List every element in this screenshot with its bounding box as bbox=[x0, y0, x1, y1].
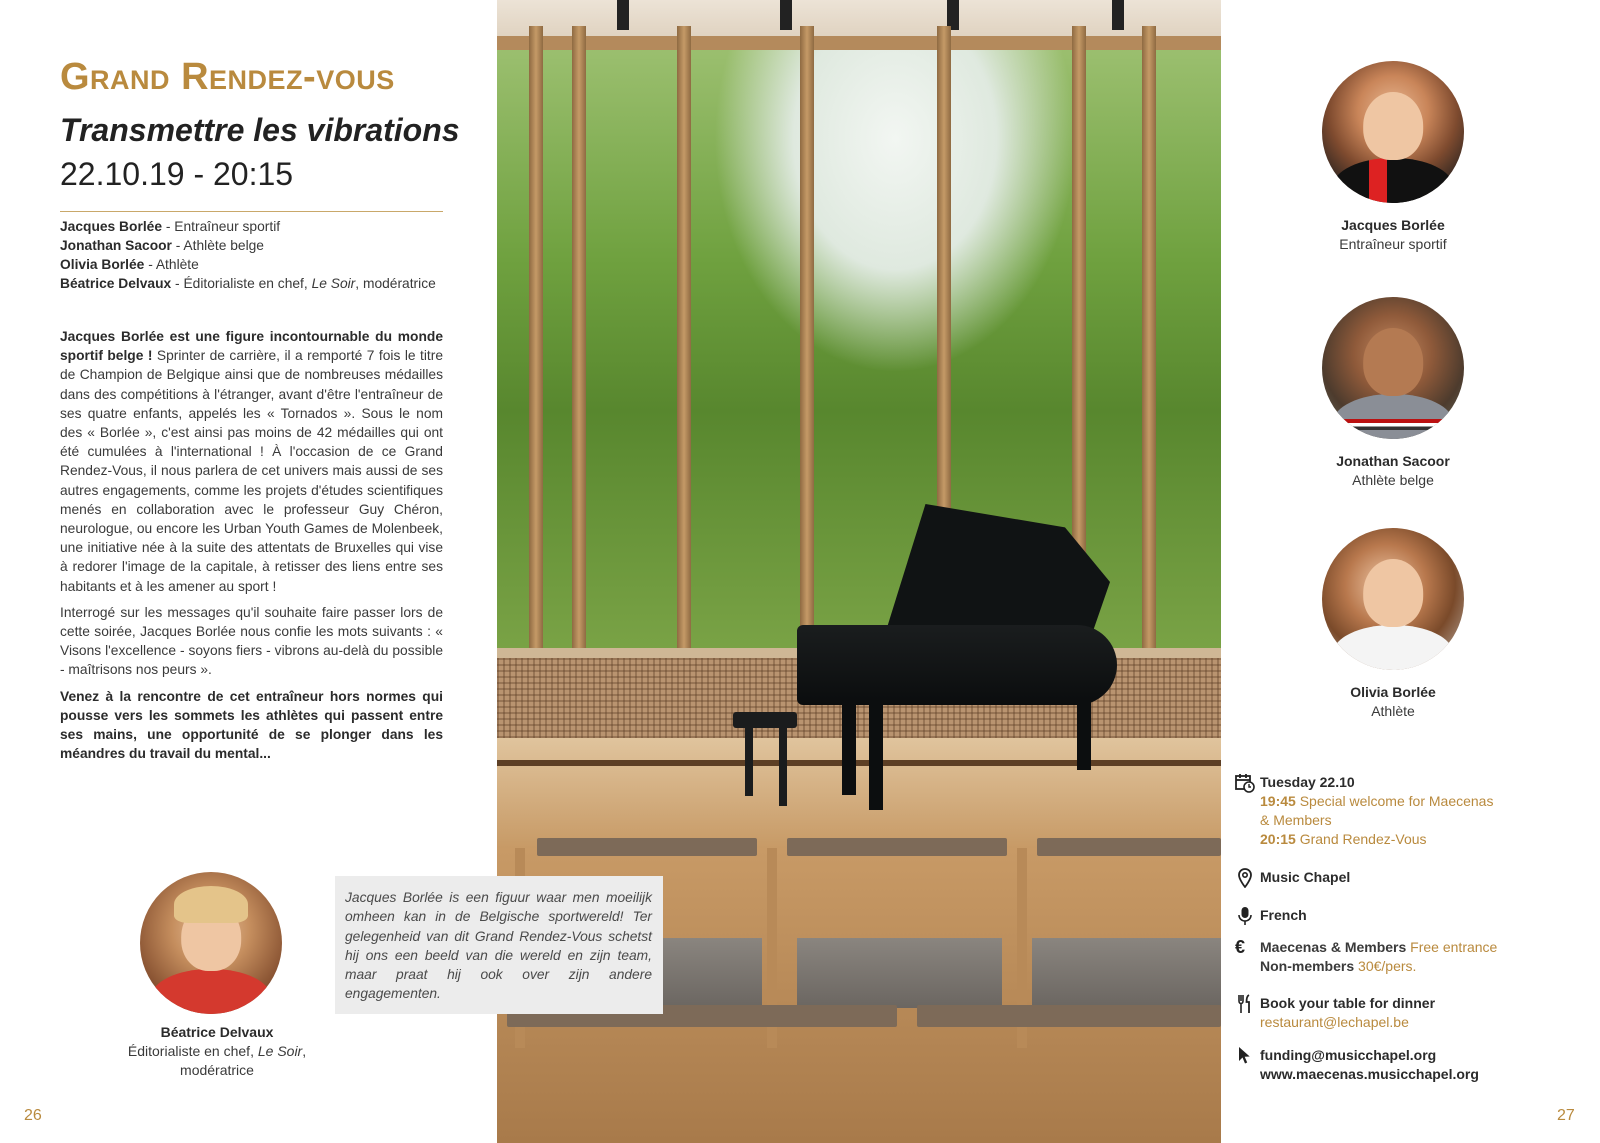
info-welcome-time: 19:45 bbox=[1260, 793, 1296, 809]
info-language-label: French bbox=[1260, 907, 1307, 923]
event-subtitle: Transmettre les vibrations bbox=[60, 112, 460, 148]
speaker-name: Olivia Borlée bbox=[60, 257, 145, 272]
speaker-list bbox=[60, 217, 445, 293]
portrait-caption bbox=[1293, 216, 1493, 254]
article-paragraph-3 bbox=[60, 687, 443, 764]
speaker-name: Béatrice Delvaux bbox=[60, 276, 172, 291]
info-price-nonmembers bbox=[1260, 957, 1560, 976]
stage-floor bbox=[497, 738, 1221, 848]
portrait-caption bbox=[1293, 452, 1493, 490]
funding-email-link[interactable]: funding@musicchapel.org bbox=[1260, 1047, 1437, 1063]
moderator-caption bbox=[117, 1023, 317, 1080]
event-title: Grand Rendez-vous bbox=[60, 56, 395, 98]
portrait-face bbox=[1363, 328, 1423, 396]
seat-back bbox=[787, 838, 1007, 856]
info-price-members bbox=[1260, 938, 1560, 957]
moderator-name: Béatrice Delvaux bbox=[160, 1024, 274, 1040]
piano-leg bbox=[842, 700, 856, 795]
piano-leg bbox=[1077, 700, 1091, 770]
front-seat-back bbox=[917, 1005, 1221, 1027]
portrait-hair bbox=[174, 886, 248, 923]
price-members-value: Free entrance bbox=[1406, 939, 1498, 955]
portrait-face bbox=[1363, 92, 1423, 160]
speaker-name: Jacques Borlée bbox=[60, 219, 162, 234]
info-contact bbox=[1260, 1046, 1560, 1084]
dinner-email-link[interactable]: restaurant@lechapel.be bbox=[1260, 1014, 1409, 1030]
location-pin-icon bbox=[1235, 868, 1255, 888]
window-mullion bbox=[1142, 26, 1156, 651]
window-mullion bbox=[572, 26, 586, 651]
speaker-item bbox=[60, 255, 445, 274]
ceiling-beam bbox=[1112, 0, 1124, 30]
speaker-name: Jonathan Sacoor bbox=[60, 238, 172, 253]
piano-leg bbox=[869, 700, 883, 810]
speaker-role: - Athlète belge bbox=[171, 238, 264, 253]
portrait-role: Entraîneur sportif bbox=[1339, 236, 1447, 252]
info-main-time: 20:15 bbox=[1260, 831, 1296, 847]
stage-edge bbox=[497, 760, 1221, 766]
cutlery-icon bbox=[1235, 994, 1255, 1014]
info-date bbox=[1260, 773, 1560, 849]
portrait-role: Athlète belge bbox=[1352, 472, 1434, 488]
info-welcome-text-2: & Members bbox=[1260, 812, 1332, 828]
portrait-shoulders bbox=[151, 969, 270, 1014]
speaker-item bbox=[60, 217, 445, 236]
window-mullion bbox=[529, 26, 543, 651]
title-divider bbox=[60, 211, 443, 212]
portrait-shoulders bbox=[1333, 625, 1452, 670]
dutch-summary-quote: Jacques Borlée is een figuur waar men moeilijk omheen kan in de Belgische sportwereld! Ter gelegenheid van dit Grand Rendez-Vous schetst hij ons een beeld van die wereld en zijn team, maar praat hij ook over zijn andere engagementen. bbox=[335, 876, 663, 1014]
info-price bbox=[1235, 937, 1560, 976]
article-paragraph-1 bbox=[60, 327, 443, 596]
moderator-role-line2: modératrice bbox=[180, 1062, 254, 1078]
moderator-publication: Le Soir bbox=[257, 1043, 303, 1059]
page-number-right: 27 bbox=[1557, 1107, 1575, 1124]
moderator-role: Éditorialiste en chef, bbox=[127, 1043, 258, 1059]
website-link[interactable]: www.maecenas.musicchapel.org bbox=[1260, 1066, 1479, 1082]
speaker-role: - Entraîneur sportif bbox=[162, 219, 281, 234]
portrait-face bbox=[1363, 559, 1423, 627]
info-venue-label: Music Chapel bbox=[1260, 869, 1351, 885]
ceiling-beam bbox=[780, 0, 792, 30]
info-language bbox=[1260, 906, 1560, 925]
speaker-role-publication: Le Soir bbox=[311, 276, 356, 291]
page-number-left: 26 bbox=[24, 1107, 42, 1124]
window-mullion bbox=[677, 26, 691, 651]
ceiling-beam bbox=[617, 0, 629, 30]
calendar-clock-icon bbox=[1235, 773, 1255, 793]
info-date-label: Tuesday 22.10 bbox=[1260, 774, 1355, 790]
portrait-role: Athlète bbox=[1371, 703, 1415, 719]
microphone-icon bbox=[1235, 906, 1255, 926]
speaker-item bbox=[60, 274, 445, 293]
portrait-name: Jacques Borlée bbox=[1341, 217, 1445, 233]
portrait-jonathan-sacoor bbox=[1322, 297, 1464, 439]
price-members-label: Maecenas & Members bbox=[1260, 939, 1407, 955]
event-datetime: 22.10.19 - 20:15 bbox=[60, 156, 294, 192]
seat-back bbox=[537, 838, 757, 856]
grand-piano bbox=[797, 625, 1117, 705]
speaker-role: - Éditorialiste en chef, bbox=[171, 276, 312, 291]
portrait-shoulders bbox=[1333, 158, 1452, 203]
info-welcome-text: Special welcome for Maecenas bbox=[1295, 793, 1494, 809]
bench-leg bbox=[779, 726, 787, 806]
info-venue bbox=[1260, 868, 1560, 887]
price-nonmembers-value: 30€/pers. bbox=[1354, 958, 1417, 974]
moderator-role-suffix: , bbox=[302, 1043, 307, 1059]
info-main-text: Grand Rendez-Vous bbox=[1295, 831, 1427, 847]
cursor-icon bbox=[1235, 1046, 1255, 1066]
seat-cushion bbox=[1032, 938, 1221, 1008]
info-dinner bbox=[1260, 994, 1560, 1032]
portrait-jacques-borlee bbox=[1322, 61, 1464, 203]
speaker-role-suffix: , modératrice bbox=[355, 276, 436, 291]
article-closing: Venez à la rencontre de cet entraîneur hors normes qui pousse vers les sommets les athlètes qui passent entre ses mains, une opportunité de se plonger dans les méandres du travail du mental... bbox=[60, 688, 443, 762]
window-lintel bbox=[497, 36, 1221, 50]
portrait-shoulders bbox=[1333, 394, 1452, 439]
article-lead: Jacques Borlée est une figure incontournable du monde sportif belge ! bbox=[60, 329, 443, 364]
article-text: Sprinter de carrière, il a remporté 7 fois le titre de Champion de Belgique ainsi que de nombreuses médailles dans des compétitions à l'étranger, avant d'être l'entraîneur de ses quatre enfants, appelés les « Tornados ». Sous le nom des « Borlée », c'est ainsi pas moins de 42 médailles qui ont été cumulées à l'international ! À l'occasion de ce Grand Rendez-Vous, il nous parlera de cet univers mais aussi de ses autres engagements, comme les projets d'études scientifiques menés en collaboration avec le professeur Guy Chéron, neurologue, ou encore les Urban Youth Games de Molenbeek, une initiative née à la suite des attentats de Bruxelles qui vise à redorer l'image de la capitale, à retisser des liens entre ses habitants et à les amener au sport ! bbox=[60, 348, 443, 594]
article-paragraph-2: Interrogé sur les messages qu'il souhaite faire passer lors de cette soirée, Jacques Borlée nous confie les mots suivants : « Visons l'excellence - soyons fiers - vibrons au-delà du possible - maîtrisons nos peurs ». bbox=[60, 604, 443, 678]
portrait-caption bbox=[1293, 683, 1493, 721]
euro-icon: € bbox=[1235, 937, 1246, 957]
window-mullion bbox=[800, 26, 814, 651]
portrait-name: Olivia Borlée bbox=[1350, 684, 1436, 700]
forest-window bbox=[497, 48, 1221, 653]
info-welcome-line bbox=[1260, 792, 1560, 811]
price-nonmembers-label: Non-members bbox=[1260, 958, 1355, 974]
portrait-name: Jonathan Sacoor bbox=[1336, 453, 1450, 469]
seat-cushion bbox=[647, 938, 762, 1008]
info-dinner-label: Book your table for dinner bbox=[1260, 995, 1436, 1011]
seat-back bbox=[1037, 838, 1221, 856]
article-body bbox=[60, 327, 443, 770]
portrait-olivia-borlee bbox=[1322, 528, 1464, 670]
seat-cushion bbox=[797, 938, 1002, 1008]
bench-leg bbox=[745, 726, 753, 796]
info-main-line bbox=[1260, 830, 1560, 849]
speaker-item bbox=[60, 236, 445, 255]
speaker-role: - Athlète bbox=[144, 257, 199, 272]
piano-bench bbox=[733, 712, 797, 728]
moderator-portrait bbox=[140, 872, 282, 1014]
